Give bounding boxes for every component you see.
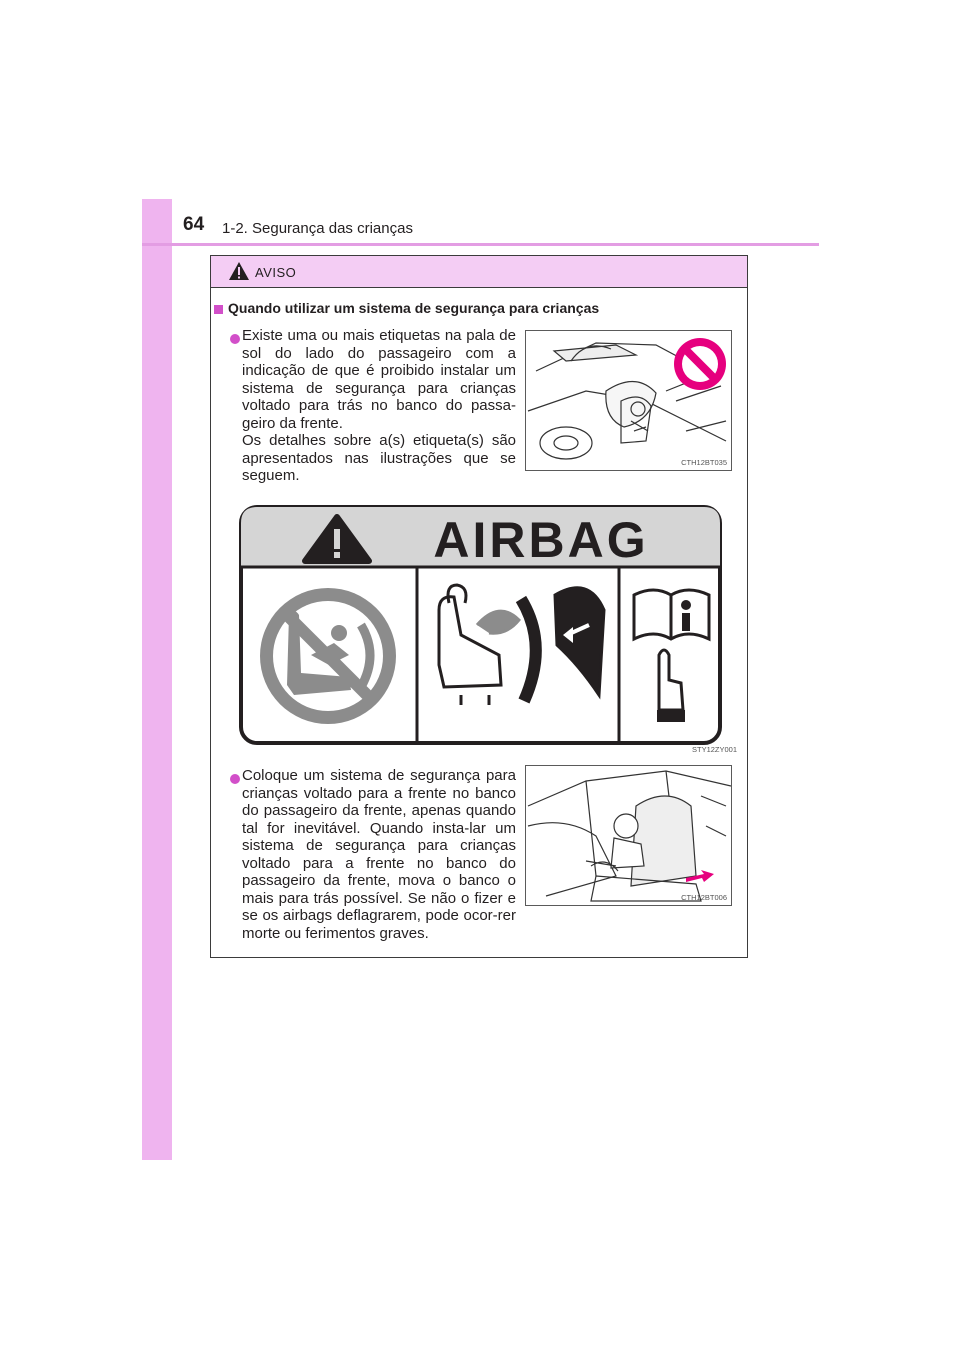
bullet1-text: Existe uma ou mais etiquetas na pala de sol do lado do passageiro com a indicação de que é proibido instalar um sistema de segurança para crianças voltado para trás no banco do passa-geiro da frente. (242, 327, 516, 432)
bullet2-text: Coloque um sistema de segurança para crianças voltado para a frente no banco do passageiro da frente, apenas quando tal for inevitável. Quando insta-lar um sistema de segurança para crianças voltado para a frente no banco do passageiro da frente, mova o banco o mais para trás possível. Se não o fizer e se os airbags deflagrarem, pode ocor-rer morte ou ferimentos graves. (242, 767, 516, 942)
warning-header (211, 256, 747, 288)
header-rule (142, 243, 819, 246)
bullet-icon (230, 774, 240, 784)
no-rear-facing-seat-icon (260, 588, 396, 724)
side-tab (142, 199, 172, 1160)
figure-code: CTH12BT006 (681, 893, 727, 902)
warning-subtitle: Quando utilizar um sistema de segurança para crianças (228, 300, 600, 316)
warning-label: AVISO (255, 265, 297, 280)
airbag-title: AIRBAG (433, 512, 649, 568)
figure-airbag-deploy (525, 330, 732, 471)
warning-box (210, 255, 748, 958)
airbag-warning-label (239, 505, 722, 745)
airbag-deploy-illustration (526, 331, 731, 470)
square-bullet-icon (214, 305, 223, 314)
figure-code: STY12ZY001 (692, 745, 738, 754)
bullet-icon (230, 334, 240, 344)
figure-forward-facing-seat (525, 765, 732, 906)
warning-triangle-icon (228, 261, 250, 281)
page-number: 64 (183, 214, 205, 235)
forward-seat-illustration (526, 766, 731, 905)
section-title: 1-2. Segurança das crianças (222, 220, 413, 237)
bullet1-text2: Os detalhes sobre a(s) etiqueta(s) são apresentados nas ilustrações que se seguem. (242, 432, 516, 484)
figure-code: CTH12BT035 (681, 458, 727, 467)
